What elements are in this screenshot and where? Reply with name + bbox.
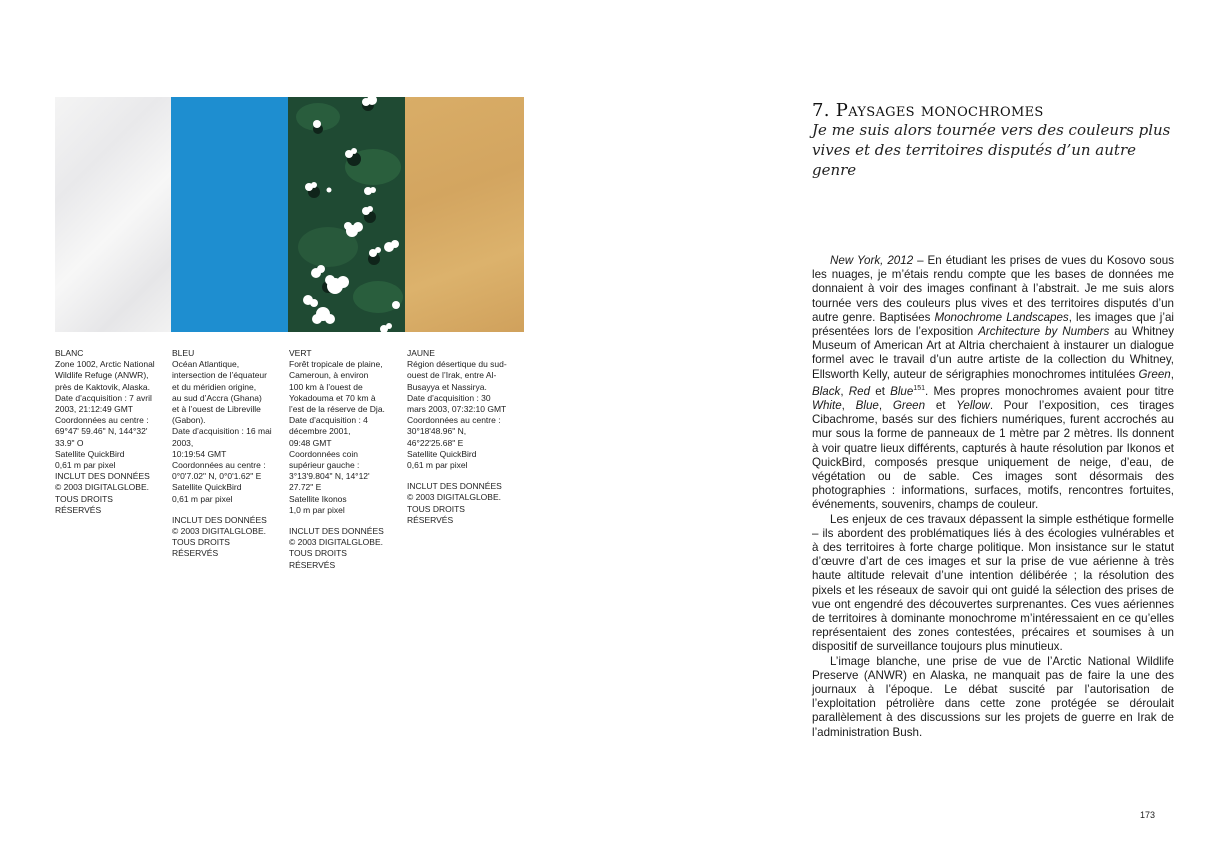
- caption-text: Océan Atlantique, intersection de l’équateur et du méridien origine, au sud d’Accra (Ghana) et à l’ouest de Libreville (Gabon). Date d’acquisition : 16 mai 2003, 10:19:54 GMT Coordonnées au centre : 0°0'7.02" N, 0°0'1.62" E Satellite QuickBird 0,61 m par pixel: [172, 359, 272, 504]
- caption-credit: INCLUT DES DONNÉES © 2003 DIGITALGLOBE. TOUS DROITS RÉSERVÉS: [407, 481, 502, 525]
- paragraph-1: New York, 2012 – En étudiant les prises de vues du Kosovo sous les nuages, je m’étais rendu compte que les bases de données me donnaient à voir des images confinant à l’abstrait. Je me suis alors tournée vers des couleurs plus vives et des territoires disputés d’un autre genre. Baptisées Monochrome Landscapes, les images que j’ai présentées lors de l’exposition Architecture by Numbers au Whitney Museum of American Art at Altria cherchaient à instaurer un dialogue formel avec le travail d’un autre artiste de la collection du Whitney, Ellsworth Kelly, auteur de sérigraphies monochromes intitulées Green, Black, Red et Blue$^{151}$. Mes propres monochromes avaient pour titre White, Blue, Green et Yellow. Pour l’exposition, ces tirages Cibachrome, basés sur des fichiers numériques, furent accrochés au mur sous la forme de panneaux de 1 mètre par 2 mètres. Ils donnent à voir quatre lieux différents, capturés à haute résolution par Ikonos et QuickBird, composés presque uniquement de neige, d’eau, de végétation ou de sable. Ces images sont désormais des photographies : informations, surfaces, motifs, rencontres fortuites, événements, souvenirs, champs de couleur.: [812, 254, 1175, 512]
- swatch-yellow-desert: [405, 97, 524, 332]
- caption-text: Zone 1002, Arctic National Wildlife Refuge (ANWR), près de Kaktovik, Alaska. Date d’acquisition : 7 avril 2003, 21:12:49 GMT Coordonnées au centre : 69°47' 59.46" N, 144°32' 33.9" O Satellite QuickBird 0,61 m par pixel: [55, 359, 155, 471]
- caption-yellow: [407, 348, 519, 526]
- swatch-blue-ocean: [171, 97, 288, 332]
- caption-title: BLEU: [172, 348, 195, 358]
- paragraph-2: Les enjeux de ces travaux dépassent la simple esthétique formelle – ils abordent des problématiques liés à des écologies vulnérables et à des territoires à forte charge politique. Mon insistance sur le statut d’œuvre d’art de ces images et sur la prise de vue aérienne à très haute altitude relevait d’une intention délibérée ; la résolution des pixels et les réseaux de savoir qui ont guidé la sélection des prises de vue ont engendré des découvertes surprenantes. Ces vues aériennes de territoires à dominante monochrome m’intéressaient en ce qu’elles représentaient des zones contestées, précaires et soumises à un dispositif de surveillance toujours plus minutieux.: [812, 512, 1174, 654]
- forest-clouds-graphic: [288, 97, 405, 332]
- chapter-title: 7. Paysages monochromes: [812, 100, 1044, 122]
- caption-credit: INCLUT DES DONNÉES © 2003 DIGITALGLOBE. TOUS DROITS RÉSERVÉS: [55, 471, 150, 515]
- caption-title: VERT: [289, 348, 312, 358]
- caption-white: [55, 348, 167, 516]
- dateline: New York, 2012: [830, 254, 914, 267]
- caption-credit: INCLUT DES DONNÉES © 2003 DIGITALGLOBE. TOUS DROITS RÉSERVÉS: [172, 514, 267, 559]
- swatch-green-forest: [288, 97, 405, 332]
- caption-credit: INCLUT DES DONNÉES © 2003 DIGITALGLOBE. TOUS DROITS RÉSERVÉS: [289, 526, 384, 570]
- caption-title: BLANC: [55, 348, 84, 358]
- chapter-subtitle: Je me suis alors tournée vers des couleurs plus vives et des territoires disputés d’un autre genre: [812, 121, 1171, 179]
- caption-text: Forêt tropicale de plaine, Cameroun, à environ 100 km à l’ouest de Yokadouma et 70 km à l’est de la réserve de Dja. Date d’acquisition : 4 décembre 2001, 09:48 GMT Coordonnées coin supérieur gauche : 3°13'9.804" N, 14°12' 27.72" E Satellite Ikonos 1,0 m par pixel: [289, 359, 385, 515]
- caption-text: Région désertique du sud- ouest de l’Irak, entre Al- Busayya et Nassirya. Date d’acquisition : 30 mars 2003, 07:32:10 GMT Coordonnées au centre : 30°18'48.96" N, 46°22'25.68" E Satellite QuickBird 0,61 m par pixel: [407, 359, 507, 471]
- caption-title: JAUNE: [407, 348, 435, 358]
- page-number: 173: [1140, 810, 1156, 820]
- footnote-ref[interactable]: 151: [913, 384, 926, 392]
- caption-blue: [172, 348, 284, 560]
- body-text: [812, 254, 1174, 740]
- paragraph-3: L’image blanche, une prise de vue de l’Arctic National Wildlife Preserve (ANWR) en Alaska, ne manquait pas de faire la une des journaux à l’époque. Le débat suscité par l’autorisation de l’exploitation pétrolière dans cette zone protégée se déroulait parallèlement à des discussions sur les projets de guerre en Irak de l’administration Bush.: [812, 654, 1174, 739]
- caption-green: [289, 348, 401, 571]
- swatch-white-snow: [55, 97, 171, 332]
